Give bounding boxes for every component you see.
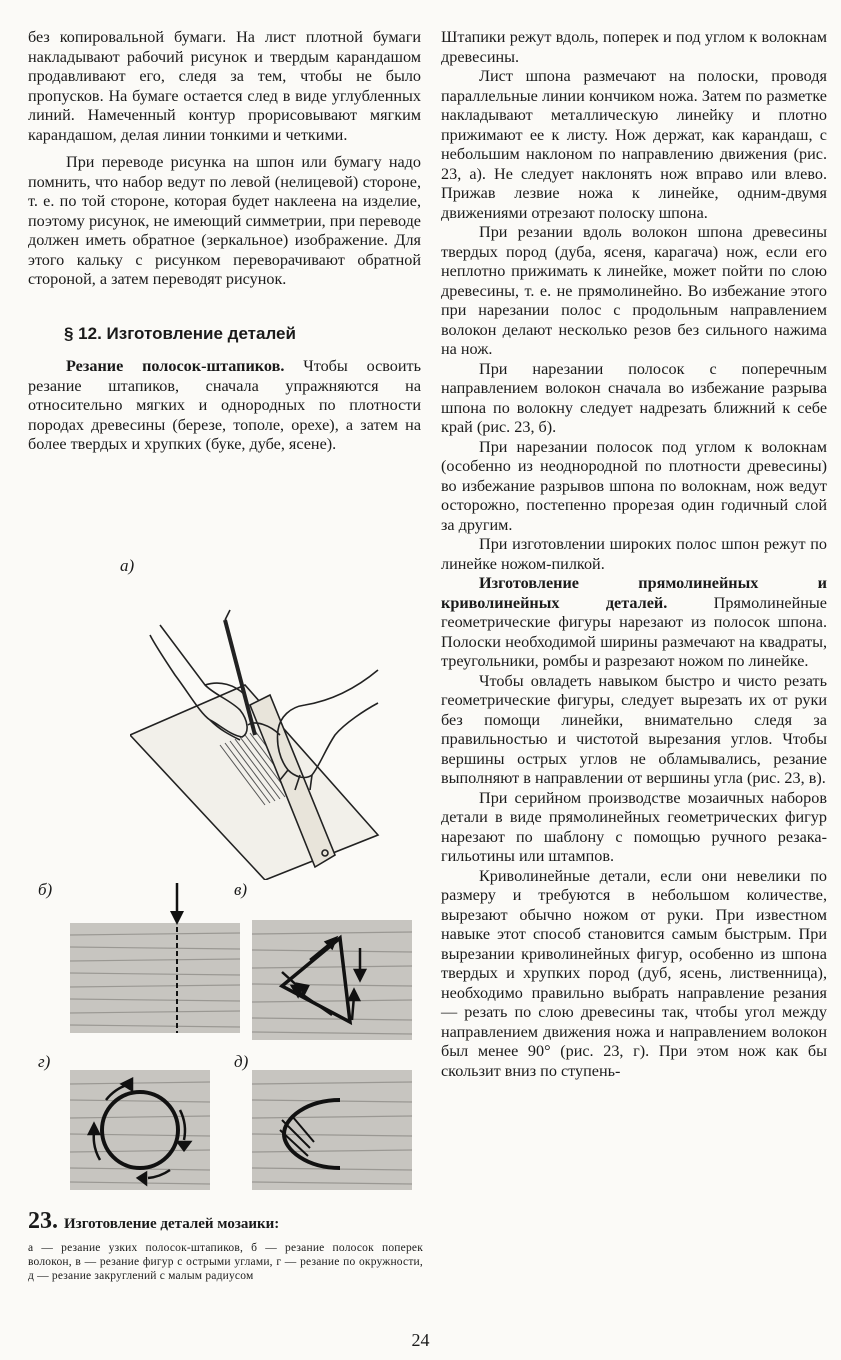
caption-title xyxy=(28,1208,423,1235)
left-column xyxy=(28,28,421,455)
paragraph xyxy=(28,357,421,455)
paragraph xyxy=(441,574,827,672)
paragraph-text: Чтобы освоить резание штапиков, сначала упражняются на относительно мягких и однородных по плотности породах древесины (березе, тополе, орехе), а затем на более твердых и хрупких (буке, дубе, ясене). xyxy=(28,357,421,453)
figure-label-g: г) xyxy=(38,1052,51,1071)
figure-d-curve-cutting xyxy=(252,1070,412,1190)
right-column xyxy=(441,28,827,1081)
paragraph: При резании вдоль волокон шпона древесины твердых пород (дуба, ясеня, карагача) нож, если его неплотно прижимать к линейке, может пойти по слою древесины, т. е. не прямолинейно. Во избежание этого при нарезании полос с продольным направлением волокон делают несколько резов без сильного нажима на нож. xyxy=(441,223,827,358)
paragraph: Штапики режут вдоль, поперек и под углом к волокнам древесины. xyxy=(441,28,827,66)
paragraph: Чтобы овладеть навыком быстро и чисто резать геометрические фигуры, следует вырезать их от руки без помощи линейки, внимательно следя за правильностью и чистотой вырезания углов. Чтобы вершины острых углов не обламывались, резание выполняют в направлении от вершины угла (рис. 23, в). xyxy=(441,671,827,787)
paragraph: При переводе рисунка на шпон или бумагу надо помнить, что набор ведут по левой (нелицевой) стороне, т. е. по той стороне, которая будет наклеена на изделие, поэтому рисунок, не имеющий симметрии, при переводе должен иметь обратное (зеркальное) изображение. Для этого кальку с рисунком переворачивают обратной стороной, а затем переводят рисунок. xyxy=(28,153,421,288)
figure-label-a: а) xyxy=(120,556,135,575)
paragraph: При нарезании полосок под углом к волокнам (особенно из неоднородной по плотности древесины) во избежание разрывов шпона по волокнам, нож ведут осторожно, постепенно прорезая один годичный слой за другим. xyxy=(441,437,827,534)
paragraph: Криволинейные детали, если они невелики по размеру и требуются в небольшом количестве, вырезают обычно ножом от руки. При известном навыке этот способ становится самым быстрым. При вырезании криволинейных фигур, особенно из шпона твердых и хрупких пород (дуб, ясень, лиственница), необходимо правильно выбрать направление резания — резать по слою древесины так, чтобы угол между направлением движения ножа и направлением волокон был менее 90° (рис. 23, г). При этом нож как бы скользит вниз по ступень- xyxy=(441,866,827,1080)
figure-label-b: б) xyxy=(38,880,53,899)
figure-g-circle-cutting xyxy=(70,1070,210,1190)
figure-v-triangle-cutting xyxy=(252,920,412,1040)
figure-caption xyxy=(28,1208,423,1283)
paragraph: При нарезании полосок с поперечным направлением волокон сначала во избежание разрыва шпона по волокну следует надрезать ближний к себе край (рис. 23, б). xyxy=(441,359,827,436)
paragraph: Лист шпона размечают на полоски, проводя параллельные линии кончиком ножа. Затем по разметке накладывают металлическую линейку и плотно прижимают ее к листу. Нож держат, как карандаш, с небольшим наклоном по направлению движения (рис. 23, а). Не следует наклонять нож вправо или влево. Прижав лезвие ножа к линейке, одним-двумя движениями отрезают полоску шпона. xyxy=(441,67,827,222)
run-in-heading: Резание полосок-штапиков. xyxy=(66,357,285,375)
run-in-heading: Изготовление прямолинейных и криволинейных деталей. xyxy=(441,574,827,612)
figure-label-d: д) xyxy=(234,1052,249,1071)
caption-title-text: Изготовление деталей мозаики: xyxy=(64,1216,280,1232)
figure-b-cross-grain-cut xyxy=(70,883,240,1038)
paragraph: При изготовлении широких полос шпон режут по линейке ножом-пилкой. xyxy=(441,535,827,573)
paragraph: без копировальной бумаги. На лист плотной бумаги накладывают рабочий рисунок и твердым карандашом продавливают его, следя за тем, чтобы не было пропусков. На бумаге остается след в виде углубленных линий. Намеченный контур прорисовывают мягким карандашом, делая линии тонкими и четкими. xyxy=(28,28,421,144)
figure-a-cutting-strips-illustration xyxy=(130,585,380,880)
figure-label-v: в) xyxy=(234,880,248,899)
section-heading: § 12. Изготовление деталей xyxy=(64,323,296,343)
caption-number: 23. xyxy=(28,1208,58,1234)
paragraph: При серийном производстве мозаичных наборов детали в виде прямолинейных геометрических фигур нарезают по шаблону с помощью ручного резака-гильотины или штампов. xyxy=(441,788,827,865)
caption-text: а — резание узких полосок-штапиков, б — резание полосок поперек волокон, в — резание фигур с острыми углами, г — резание по окружности, д — резание закруглений с малым радиусом xyxy=(28,1242,423,1282)
paragraph-text: Прямолинейные геометрические фигуры нарезают из полосок шпона. Полоски необходимой ширины размечают на квадраты, треугольники, ромбы и разрезают ножом по линейке. xyxy=(441,593,827,670)
page-number: 24 xyxy=(411,1330,430,1350)
